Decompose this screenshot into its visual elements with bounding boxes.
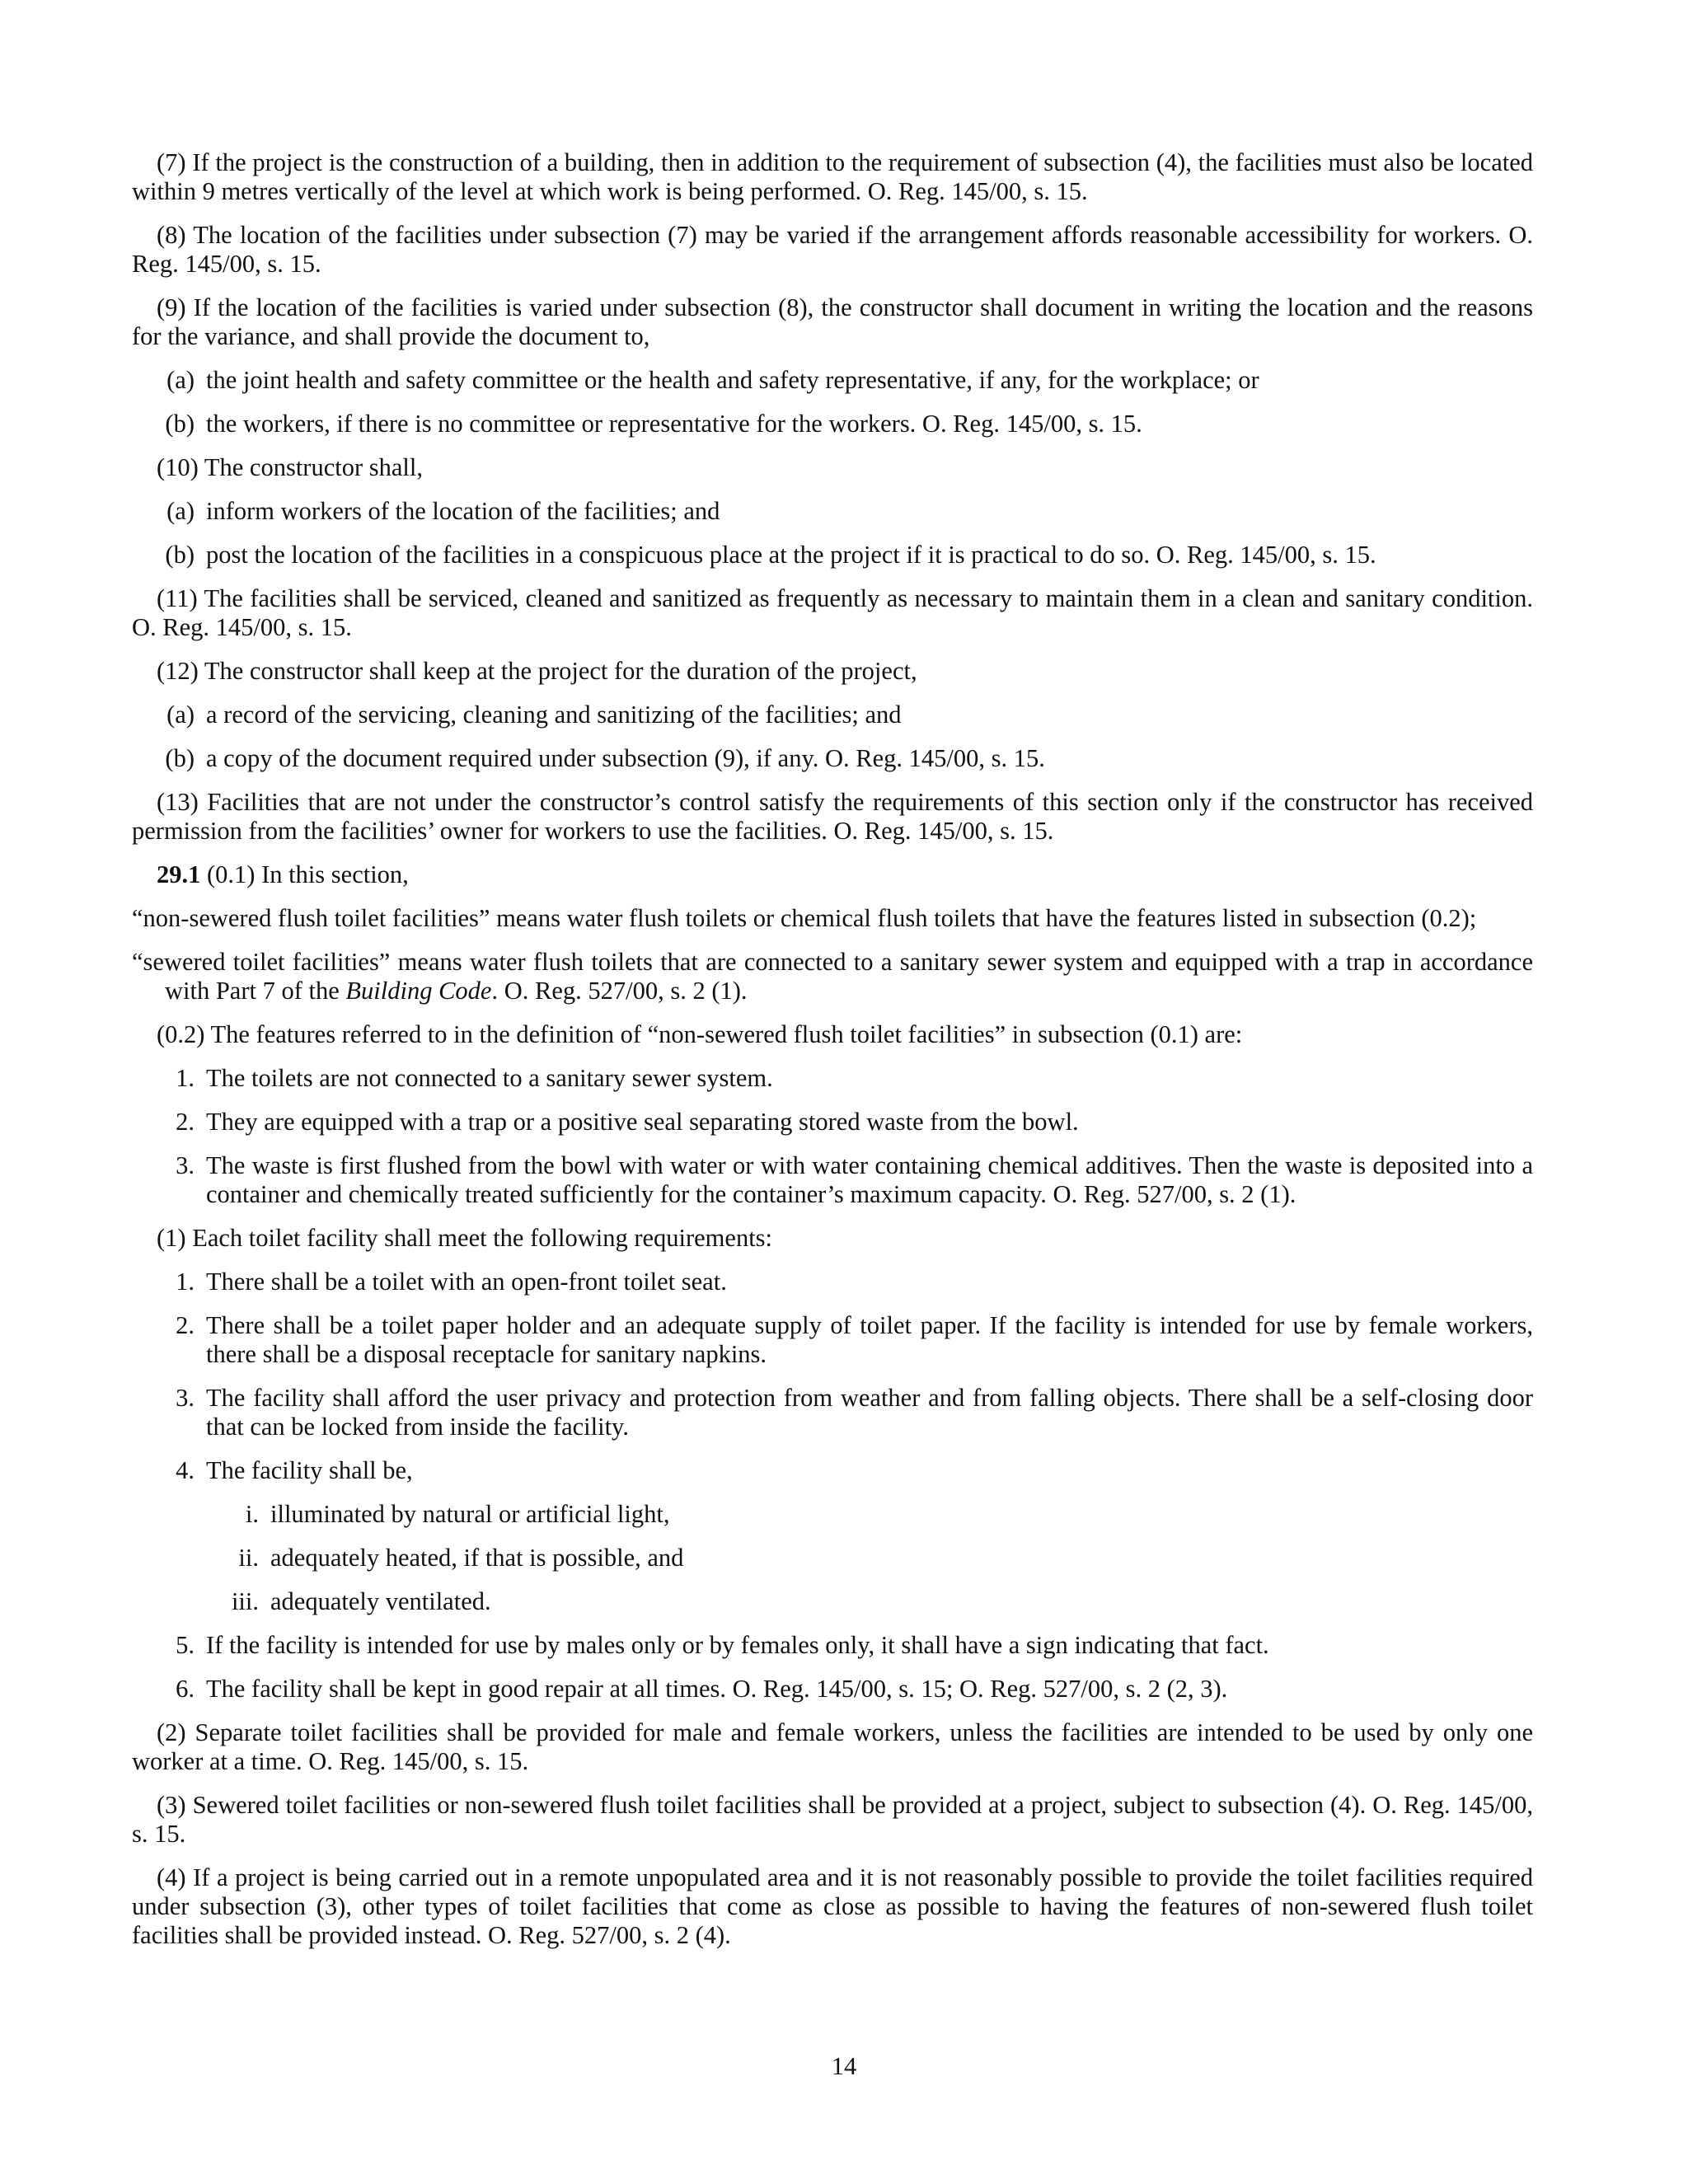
item-label: 2. [176, 1311, 195, 1339]
item-text: There shall be a toilet with an open-front toilet seat. [206, 1268, 727, 1296]
item-text: They are equipped with a trap or a positive seal separating stored waste from the bowl. [206, 1108, 1079, 1136]
item-text: The facility shall afford the user privacy and protection from weather and from falling objects. There shall be a self-closing door that can be locked from inside the facility. [206, 1384, 1533, 1441]
subsection-1: (1) Each toilet facility shall meet the following requirements: [157, 1224, 773, 1252]
clause-label: (a) [166, 366, 195, 394]
item-text: The facility shall be kept in good repair at all times. O. Reg. 145/00, s. 15; O. Reg. 527/00, s. 2 (2, 3). [206, 1675, 1228, 1703]
feature-item [132, 1064, 1533, 1093]
sub-requirement-item [132, 1500, 1533, 1529]
item-label: ii. [238, 1544, 259, 1572]
item-label: 1. [176, 1268, 195, 1296]
sub-requirement-item [132, 1587, 1533, 1616]
item-label: i. [245, 1500, 259, 1528]
subsection-3: (3) Sewered toilet facilities or non-sewered flush toilet facilities shall be provided at a project, subject to subsection (4). O. Reg. 145/00, s. 15. [132, 1791, 1533, 1848]
definition-sewered [132, 948, 1533, 1005]
item-label: 4. [176, 1456, 195, 1484]
item-label: 3. [176, 1384, 195, 1412]
requirement-item [132, 1311, 1533, 1369]
item-label: iii. [231, 1587, 259, 1615]
clause-12b [132, 744, 1533, 773]
clause-text: post the location of the facilities in a conspicuous place at the project if it is practical to do so. O. Reg. 145/00, s. 15. [206, 541, 1376, 569]
item-label: 2. [176, 1108, 195, 1136]
definition-citation: . O. Reg. 527/00, s. 2 (1). [491, 977, 748, 1005]
requirement-item [132, 1456, 1533, 1485]
definition-non-sewered: “non-sewered flush toilet facilities” means water flush toilets or chemical flush toilets that have the features listed in subsection (0.2); [132, 904, 1477, 932]
clause-text: the workers, if there is no committee or representative for the workers. O. Reg. 145/00, s. 15. [206, 410, 1142, 438]
clause-text: inform workers of the location of the facilities; and [206, 497, 720, 525]
requirement-item [132, 1631, 1533, 1660]
section-intro: (0.1) In this section, [200, 860, 409, 888]
section-number: 29.1 [157, 860, 201, 888]
subsection-4: (4) If a project is being carried out in a remote unpopulated area and it is not reasonably possible to provide the toilet facilities required under subsection (3), other types of toilet facilities that come as close as possible to having the features of non-sewered flush toilet facilities shall be provided instead. O. Reg. 527/00, s. 2 (4). [132, 1863, 1533, 1949]
sub-requirement-item [132, 1544, 1533, 1572]
item-text: The waste is first flushed from the bowl with water or with water containing chemical additives. Then the waste is deposited into a container and chemically treated sufficiently for the container’s maximum capacity. O. Reg. 527/00, s. 2 (1). [206, 1151, 1533, 1208]
item-text: adequately ventilated. [270, 1587, 491, 1615]
item-label: 6. [176, 1675, 195, 1703]
subsection-11: (11) The facilities shall be serviced, cleaned and sanitized as frequently as necessary to maintain them in a clean and sanitary condition. O. Reg. 145/00, s. 15. [132, 584, 1533, 641]
item-label: 1. [176, 1064, 195, 1092]
section-29-1-heading [132, 860, 1533, 889]
item-text: The toilets are not connected to a sanitary sewer system. [206, 1064, 773, 1092]
subsection-12: (12) The constructor shall keep at the project for the duration of the project, [157, 657, 917, 685]
requirement-item [132, 1675, 1533, 1704]
subsection-0-2: (0.2) The features referred to in the definition of “non-sewered flush toilet facilities” in subsection (0.1) are: [157, 1020, 1243, 1048]
item-text: The facility shall be, [206, 1456, 413, 1484]
subsection-2: (2) Separate toilet facilities shall be provided for male and female workers, unless the facilities are intended to be used by only one worker at a time. O. Reg. 145/00, s. 15. [132, 1718, 1533, 1775]
clause-10a [132, 497, 1533, 526]
item-text: adequately heated, if that is possible, and [270, 1544, 684, 1572]
item-text: illuminated by natural or artificial light, [270, 1500, 670, 1528]
document-page [132, 148, 1533, 1965]
subsection-8: (8) The location of the facilities under subsection (7) may be varied if the arrangement affords reasonable accessibility for workers. O. Reg. 145/00, s. 15. [132, 221, 1533, 278]
clause-label: (b) [165, 541, 195, 569]
clause-text: a copy of the document required under subsection (9), if any. O. Reg. 145/00, s. 15. [206, 744, 1045, 772]
clause-label: (a) [166, 701, 195, 729]
subsection-10: (10) The constructor shall, [157, 453, 423, 481]
requirement-item [132, 1384, 1533, 1441]
clause-label: (a) [166, 497, 195, 525]
definition-text: “sewered toilet facilities” means water flush toilets that are connected to a sanitary sewer system and equipped with a trap in accordance with Part 7 of the [132, 948, 1533, 1005]
item-label: 5. [176, 1631, 195, 1659]
page-number: 14 [831, 2052, 857, 2080]
item-label: 3. [176, 1151, 195, 1179]
building-code-title: Building Code [345, 977, 492, 1005]
clause-label: (b) [165, 410, 195, 438]
clause-label: (b) [165, 744, 195, 772]
clause-9b [132, 410, 1533, 438]
item-text: There shall be a toilet paper holder and an adequate supply of toilet paper. If the facility is intended for use by female workers, there shall be a disposal receptacle for sanitary napkins. [206, 1311, 1533, 1368]
feature-item [132, 1108, 1533, 1137]
subsection-9: (9) If the location of the facilities is varied under subsection (8), the constructor shall document in writing the location and the reasons for the variance, and shall provide the document to, [132, 293, 1533, 350]
clause-12a [132, 701, 1533, 729]
clause-9a [132, 366, 1533, 395]
clause-text: the joint health and safety committee or the health and safety representative, if any, for the workplace; or [206, 366, 1259, 394]
clause-10b [132, 541, 1533, 569]
subsection-7: (7) If the project is the construction of a building, then in addition to the requirement of subsection (4), the facilities must also be located within 9 metres vertically of the level at which work is being performed. O. Reg. 145/00, s. 15. [132, 148, 1533, 205]
clause-text: a record of the servicing, cleaning and sanitizing of the facilities; and [206, 701, 902, 729]
requirement-item [132, 1268, 1533, 1296]
item-text: If the facility is intended for use by males only or by females only, it shall have a sign indicating that fact. [206, 1631, 1269, 1659]
feature-item [132, 1151, 1533, 1209]
subsection-13: (13) Facilities that are not under the constructor’s control satisfy the requirements of this section only if the constructor has received permission from the facilities’ owner for workers to use the facilities. O. Reg. 145/00, s. 15. [132, 788, 1533, 845]
